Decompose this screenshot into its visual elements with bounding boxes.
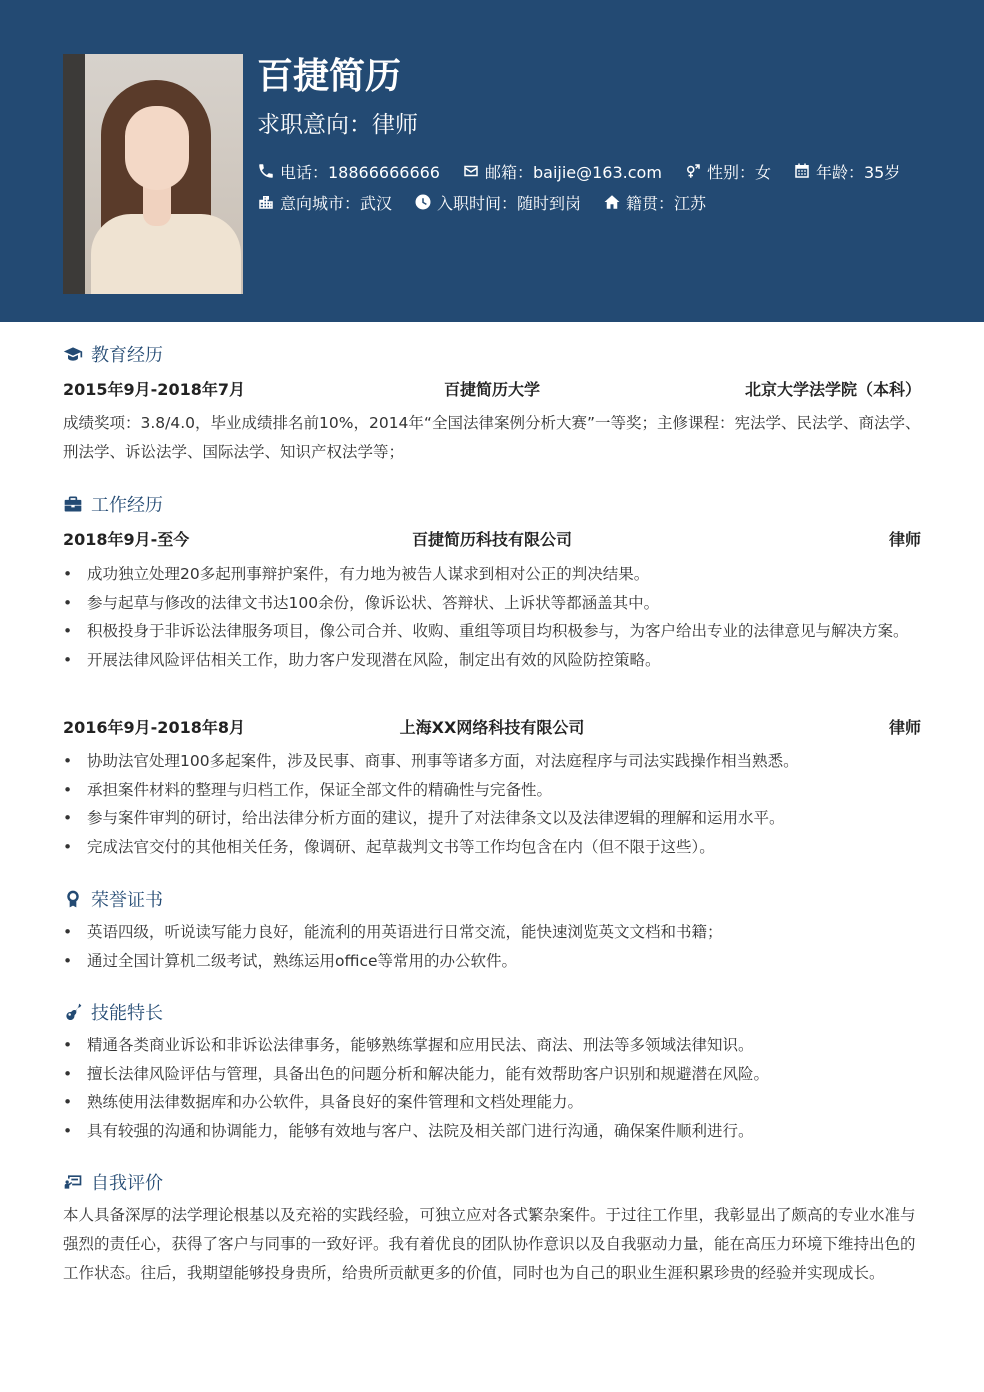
job-intent: 求职意向：律师 — [257, 112, 418, 138]
school-name: 百捷简历大学 — [443, 380, 540, 399]
guitar-icon — [63, 1002, 83, 1022]
age-info: 年龄：35岁 — [793, 160, 900, 183]
profile-photo — [63, 54, 243, 294]
list-item: • 具有较强的沟通和协调能力，能够有效地与客户、法院及相关部门进行沟通，确保案件顺利进行。 — [63, 1117, 921, 1146]
award-icon — [63, 889, 83, 909]
list-item: • 擅长法律风险评估与管理，具备出色的问题分析和解决能力，能有效帮助客户识别和规避潜在风险。 — [63, 1060, 921, 1089]
phone-icon — [257, 162, 275, 180]
education-detail: 成绩奖项：3.8/4.0，毕业成绩排名前10%，2014年“全国法律案例分析大赛”一等奖；主修课程：宪法学、民法学、商法学、刑法学、诉讼法学、国际法学、知识产权法学等； — [63, 414, 921, 461]
email-info: 邮箱：baijie@163.com — [462, 160, 662, 183]
city-info: 意向城市：武汉 — [257, 191, 392, 214]
job-role: 律师 — [888, 718, 921, 737]
gender-icon — [684, 162, 702, 180]
list-item: • 完成法官交付的其他相关任务，像调研、起草裁判文书等工作均包含在内（但不限于这些）。 — [63, 833, 921, 862]
list-item: • 精通各类商业诉讼和非诉讼法律事务，能够熟练掌握和应用民法、商法、刑法等多领域法律知识。 — [63, 1031, 921, 1060]
list-item: • 熟练使用法律数据库和办公软件，具备良好的案件管理和文档处理能力。 — [63, 1088, 921, 1117]
resume-name: 百捷简历 — [257, 56, 402, 97]
list-item: • 协助法官处理100多起案件，涉及民事、商事、刑事等诸多方面，对法庭程序与司法实践操作相当熟悉。 — [63, 747, 921, 776]
job-1-bullets — [63, 560, 921, 675]
honors-section-title: 荣誉证书 — [63, 887, 163, 911]
list-item: • 承担案件材料的整理与归档工作，保证全部文件的精确性与完备性。 — [63, 776, 921, 805]
job-period: 2016年9月-2018年8月 — [63, 718, 245, 737]
list-item: • 通过全国计算机二级考试，熟练运用office等常用的办公软件。 — [63, 947, 921, 976]
job-row — [63, 527, 921, 549]
briefcase-icon — [63, 494, 83, 514]
job-role: 律师 — [888, 530, 921, 549]
list-item: • 成功独立处理20多起刑事辩护案件，有力地为被告人谋求到相对公正的判决结果。 — [63, 560, 921, 589]
contact-row-1 — [257, 160, 922, 182]
list-item: • 参与案件审判的研讨，给出法律分析方面的建议，提升了对法律条文以及法律逻辑的理解和运用水平。 — [63, 804, 921, 833]
graduation-cap-icon — [63, 344, 83, 364]
education-section-title: 教育经历 — [63, 342, 163, 366]
self-eval-text: 本人具备深厚的法学理论根基以及充裕的实践经验，可独立应对各式繁杂案件。于过往工作里，我彰显出了颇高的专业水准与强烈的责任心，获得了客户与同事的一致好评。我有着优良的团队协作意识以及自我驱动力量，能在高压力环境下维持出色的工作状态。往后，我期望能够投身贵所，给贵所贡献更多的价值，同时也为自己的职业生涯积累珍贵的经验并实现成长。 — [63, 1206, 916, 1282]
clock-icon — [414, 193, 432, 211]
city-icon — [257, 193, 275, 211]
job-company: 上海XX网络科技有限公司 — [399, 718, 585, 737]
job-company: 百捷简历科技有限公司 — [411, 530, 572, 549]
home-icon — [603, 193, 621, 211]
major-name: 北京大学法学院（本科） — [744, 380, 921, 399]
list-item: • 英语四级，听说读写能力良好，能流利的用英语进行日常交流，能快速浏览英文文档和书籍； — [63, 918, 921, 947]
mail-icon — [462, 162, 480, 180]
skills-section-title: 技能特长 — [63, 1000, 163, 1024]
self-eval-section-title: 自我评价 — [63, 1170, 163, 1194]
list-item: • 参与起草与修改的法律文书达100余份，像诉讼状、答辩状、上诉状等都涵盖其中。 — [63, 589, 921, 618]
education-row — [63, 377, 921, 399]
hometown-info: 籍贯：江苏 — [603, 191, 706, 214]
phone-info: 电话：18866666666 — [257, 160, 440, 183]
start-time-info: 入职时间：随时到岗 — [414, 191, 581, 214]
job-2-bullets — [63, 747, 921, 862]
list-item: • 积极投身于非诉讼法律服务项目，像公司合并、收购、重组等项目均积极参与，为客户给出专业的法律意见与解决方案。 — [63, 617, 921, 646]
education-period: 2015年9月-2018年7月 — [63, 380, 245, 399]
contact-row-2 — [257, 191, 728, 213]
job-row — [63, 715, 921, 737]
resume-header — [0, 0, 984, 322]
job-period: 2018年9月-至今 — [63, 530, 190, 549]
presenter-icon — [63, 1172, 83, 1192]
skills-bullets — [63, 1031, 921, 1146]
work-section-title: 工作经历 — [63, 492, 163, 516]
gender-info: 性别：女 — [684, 160, 771, 183]
list-item: • 开展法律风险评估相关工作，助力客户发现潜在风险，制定出有效的风险防控策略。 — [63, 646, 921, 675]
honors-bullets — [63, 918, 921, 975]
calendar-icon — [793, 162, 811, 180]
